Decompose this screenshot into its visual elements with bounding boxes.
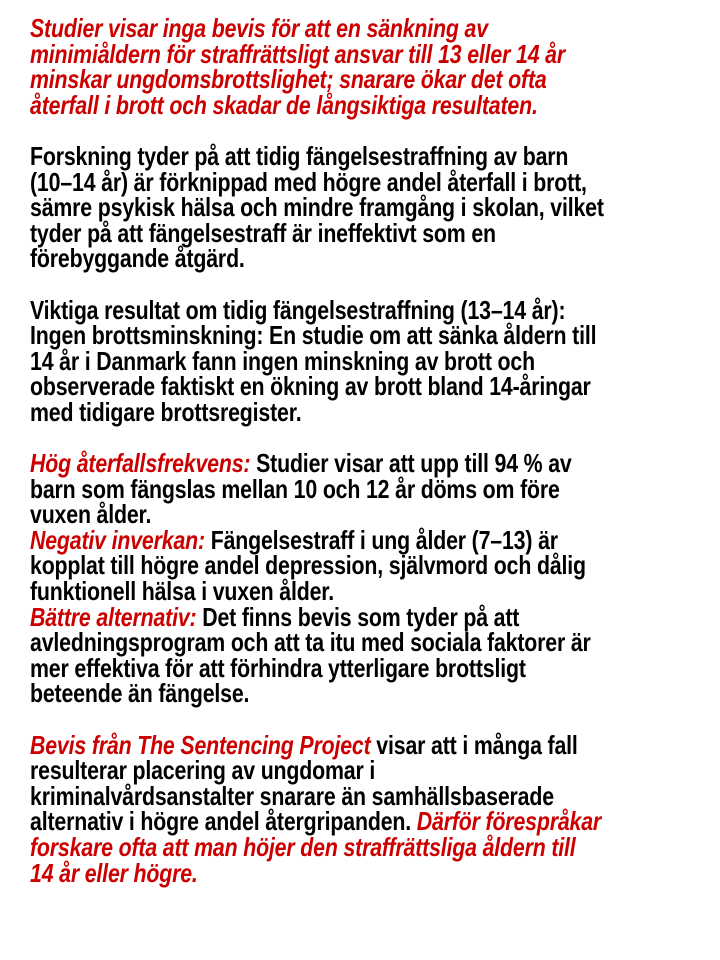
emphasis-text-segment: Studier visar inga bevis för att en sänkning av xyxy=(30,13,488,43)
body-text-segment: avledningsprogram och att ta itu med sociala faktorer är xyxy=(30,627,591,658)
body-text-segment: Ingen brottsminskning: En studie om att sänka åldern till xyxy=(30,320,597,351)
body-text-segment: Det finns bevis som tyder på att xyxy=(196,601,520,632)
body-text-segment: kriminalvårdsanstalter snarare än samhällsbaserade xyxy=(30,780,554,811)
emphasis-text-segment: minskar ungdomsbrottslighet; snarare ökar det ofta xyxy=(30,64,547,95)
text-line xyxy=(30,857,719,888)
body-text-segment: funktionell hälsa i vuxen ålder. xyxy=(30,576,334,607)
body-text-segment: beteende än fängelse. xyxy=(30,678,250,709)
emphasis-text-segment: forskare ofta att man höjer den straffrättsliga åldern till xyxy=(30,832,576,862)
emphasis-text-segment: Bättre alternativ: xyxy=(30,601,197,632)
body-text-segment: visar att i många fall xyxy=(370,729,578,760)
document-text-block xyxy=(30,13,719,888)
body-text-segment: Viktiga resultat om tidig fängelsestraffning (13–14 år): xyxy=(30,294,566,325)
body-text-segment: (10–14 år) är förknippad med högre andel återfall i brott, xyxy=(30,166,587,197)
body-text-segment: resulterar placering av ungdomar i xyxy=(30,755,376,786)
body-text-segment: vuxen ålder. xyxy=(30,499,152,530)
body-text-segment: sämre psykisk hälsa och mindre framgång i skolan, vilket xyxy=(30,192,604,223)
body-text-segment: Fängelsestraff i ung ålder (7–13) är xyxy=(204,524,558,555)
emphasis-text-segment: Negativ inverkan: xyxy=(30,524,205,555)
emphasis-text-segment: återfall i brott och skadar de långsiktiga resultaten. xyxy=(30,89,538,120)
paragraph-intro-statement xyxy=(30,13,719,120)
paragraph-bullet-findings xyxy=(30,448,719,709)
text-line xyxy=(30,89,719,120)
paragraph-research-findings xyxy=(30,140,719,274)
body-text-segment: alternativ i högre andel återgripanden. xyxy=(30,806,417,837)
body-text-segment: kopplat till högre andel depression, självmord och dålig xyxy=(30,550,586,581)
emphasis-text-segment: 14 år eller högre. xyxy=(30,857,198,888)
text-line xyxy=(30,678,719,709)
body-text-segment: tyder på att fängelsestraff är ineffektivt som en xyxy=(30,217,496,248)
text-line xyxy=(30,243,719,274)
body-text-segment: Studier visar att upp till 94 % av xyxy=(250,448,572,479)
paragraph-key-results xyxy=(30,294,719,427)
emphasis-text-segment: Bevis från The Sentencing Project xyxy=(30,729,371,760)
emphasis-text-segment: Därför förespråkar xyxy=(416,806,602,837)
paragraph-sentencing-project-evidence xyxy=(30,729,719,888)
body-text-segment: observerade faktiskt en ökning av brott bland 14-åringar xyxy=(30,371,591,402)
body-text-segment: barn som fängslas mellan 10 och 12 år döms om före xyxy=(30,473,560,504)
body-text-segment: med tidigare brottsregister. xyxy=(30,396,302,427)
emphasis-text-segment: minimiåldern för straffrättsligt ansvar till 13 eller 14 år xyxy=(30,38,565,69)
emphasis-text-segment: Hög återfallsfrekvens: xyxy=(30,448,251,479)
text-line xyxy=(30,396,719,427)
body-text-segment: Forskning tyder på att tidig fängelsestraffning av barn xyxy=(30,140,569,171)
body-text-segment: förebyggande åtgärd. xyxy=(30,243,245,274)
body-text-segment: 14 år i Danmark fann ingen minskning av brott och xyxy=(30,345,535,376)
body-text-segment: mer effektiva för att förhindra ytterligare brottsligt xyxy=(30,652,526,683)
